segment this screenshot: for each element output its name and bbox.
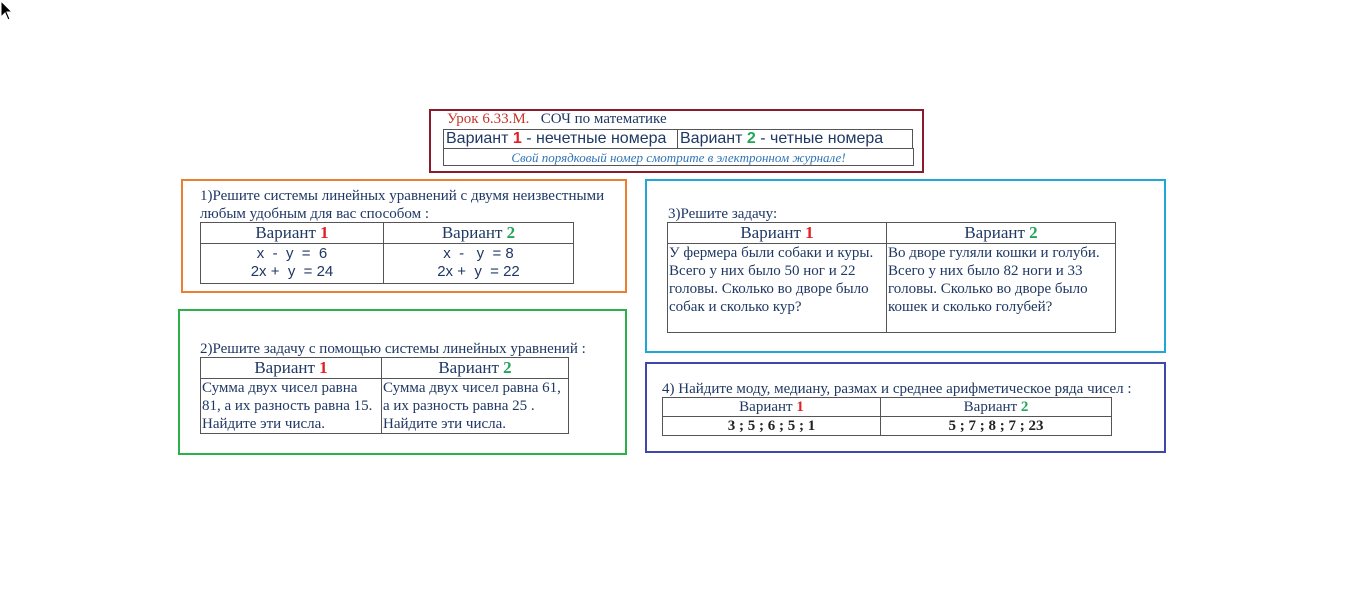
lesson-number: Урок 6.33.М.: [447, 111, 530, 127]
variant2-header: Вариант 2: [881, 398, 1112, 417]
task2-variant2-cell: [382, 379, 569, 434]
task1-question-line: 1)Решите системы линейных уравнений с двумя неизвестными: [200, 188, 605, 204]
variant2-legend: [678, 130, 913, 149]
task1-table: [200, 222, 574, 284]
task3-variant2-cell: [887, 244, 1116, 333]
task4-variant2-series: 5 ; 7 ; 8 ; 7 ; 23: [881, 417, 1112, 436]
text-line: собак и сколько кур?: [669, 299, 802, 315]
variant1-header: Вариант 1: [668, 223, 887, 244]
variant1-legend: [444, 130, 678, 149]
text-line: а их разность равна 25 .: [383, 398, 535, 414]
task1-question: [200, 187, 604, 223]
variant1-header: Вариант 1: [663, 398, 881, 417]
task4-variant1-series: 3 ; 5 ; 6 ; 5 ; 1: [663, 417, 881, 436]
instruction-note: Свой порядковый номер смотрите в электронном журнале!: [443, 148, 914, 166]
variant1-header: Вариант 1: [201, 223, 384, 244]
task2-question: 2)Решите задачу с помощью системы линейных уравнений :: [200, 341, 586, 357]
text-line: 81, а их разность равна 15.: [202, 398, 373, 414]
variant2-header: Вариант 2: [887, 223, 1116, 244]
task1-variant1-cell: [201, 244, 384, 284]
variant-word: Вариант: [446, 130, 509, 147]
variant1-header: Вариант 1: [201, 358, 382, 379]
task3-table: [667, 222, 1116, 333]
text-line: Во дворе гуляли кошки и голуби.: [888, 245, 1100, 261]
text-line: Сумма двух чисел равна: [202, 380, 358, 396]
variant-number: 2: [746, 130, 756, 147]
text-line: Найдите эти числа.: [202, 416, 326, 432]
variant-description: - четные номера: [760, 130, 884, 147]
task1-question-line: любым удобным для вас способом :: [200, 206, 429, 222]
text-line: У фермера были собаки и куры.: [669, 245, 874, 261]
text-line: кошек и сколько голубей?: [888, 299, 1053, 315]
task3-question: 3)Решите задачу:: [668, 206, 778, 222]
task2-table: [200, 357, 569, 434]
text-line: Всего у них было 50 ног и 22: [669, 263, 856, 279]
variant2-header: Вариант 2: [382, 358, 569, 379]
mouse-cursor-icon: [0, 0, 14, 22]
equation: x - y = 8: [443, 245, 514, 262]
text-line: Сумма двух чисел равна 61,: [383, 380, 561, 396]
text-line: головы. Сколько во дворе было: [669, 281, 869, 297]
task4-table: [662, 397, 1112, 436]
lesson-title: [447, 111, 667, 128]
text-line: головы. Сколько во дворе было: [888, 281, 1088, 297]
text-line: Всего у них было 82 ноги и 33: [888, 263, 1083, 279]
variant-number: 1: [512, 130, 522, 147]
lesson-subject: СОЧ по математике: [540, 111, 667, 127]
task2-variant1-cell: [201, 379, 382, 434]
task4-question: 4) Найдите моду, медиану, размах и среднее арифметическое ряда чисел :: [662, 381, 1132, 397]
text-line: Найдите эти числа.: [383, 416, 507, 432]
equation: x - y = 6: [256, 245, 328, 262]
variant-word: Вариант: [680, 130, 743, 147]
variant2-header: Вариант 2: [384, 223, 574, 244]
task3-variant1-cell: [668, 244, 887, 333]
variant-description: - нечетные номера: [526, 130, 667, 147]
task1-variant2-cell: [384, 244, 574, 284]
variant-legend-table: [443, 129, 913, 149]
equation: 2x + y = 24: [250, 263, 334, 280]
equation: 2x + y = 22: [437, 263, 520, 280]
